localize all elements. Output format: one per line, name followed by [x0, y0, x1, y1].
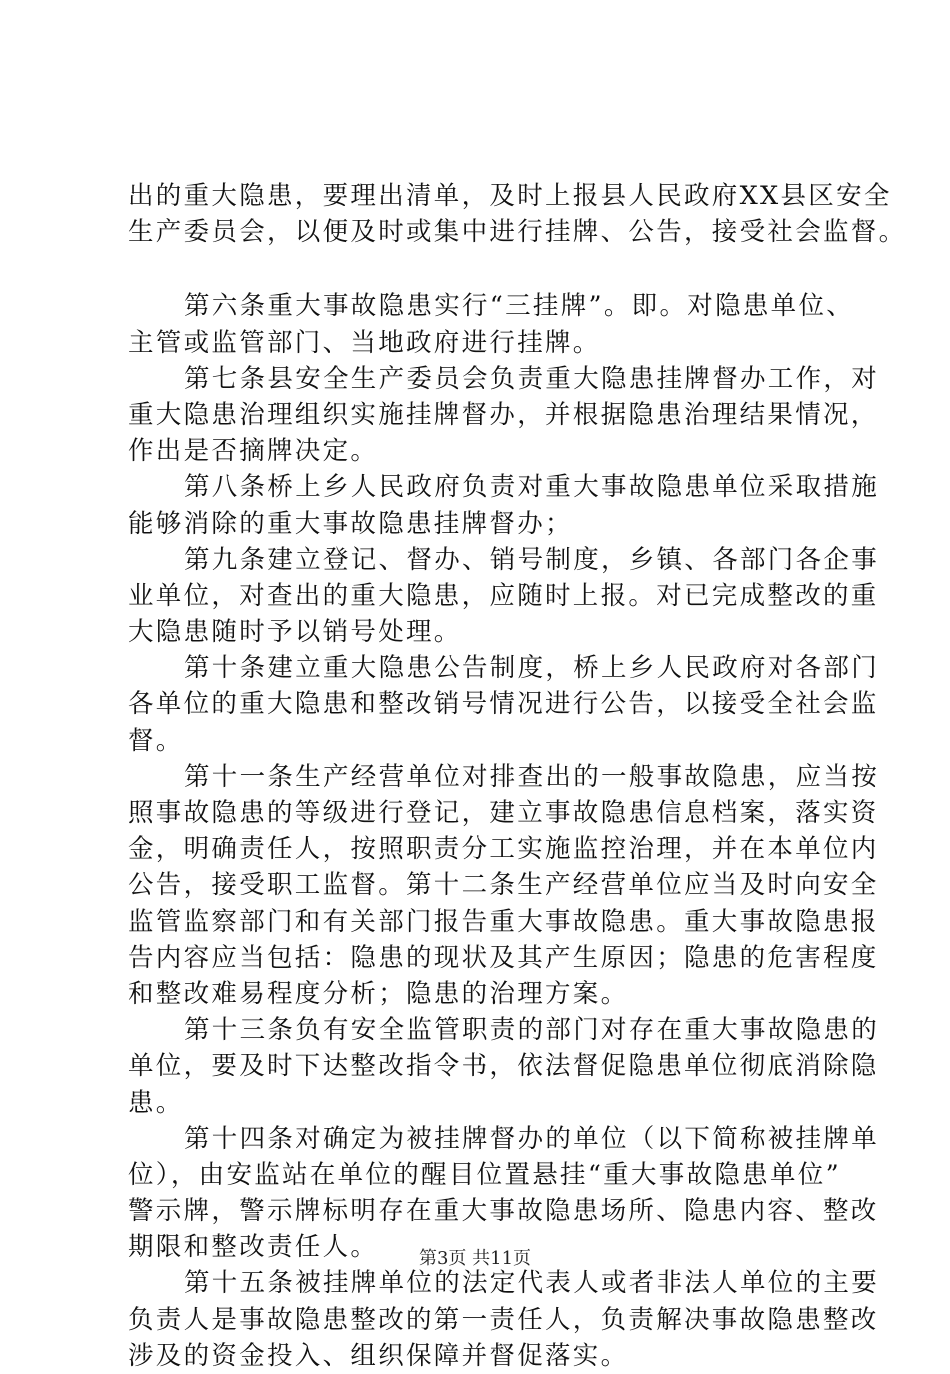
document-body — [128, 178, 907, 1374]
text-line: 作出是否摘牌决定。 — [128, 436, 379, 467]
article-15-line: 第十五条被挂牌单位的法定代表人或者非法人单位的主要 — [184, 1268, 880, 1299]
paragraph-gap — [128, 250, 848, 288]
article-13-line: 第十三条负有安全监管职责的部门对存在重大事故隐患的 — [184, 1015, 880, 1046]
text-line: 期限和整改责任人。 — [128, 1232, 379, 1263]
text-line: 督。 — [128, 725, 184, 756]
article-9-line: 第九条建立登记、督办、销号制度，乡镇、各部门各企事 — [184, 544, 880, 575]
text-line: 大隐患随时予以销号处理。 — [128, 617, 462, 648]
text-line: 能够消除的重大事故隐患挂牌督办； — [128, 508, 573, 539]
article-10-line: 第十条建立重大隐患公告制度，桥上乡人民政府对各部门 — [184, 653, 880, 684]
text-line: 各单位的重大隐患和整改销号情况进行公告，以接受全社会监 — [128, 689, 879, 720]
article-11-line: 第十一条生产经营单位对排查出的一般事故隐患，应当按 — [184, 761, 880, 792]
article-7-line: 第七条县安全生产委员会负责重大隐患挂牌督办工作，对 — [184, 363, 880, 394]
article-8-line: 第八条桥上乡人民政府负责对重大事故隐患单位采取措施 — [184, 472, 880, 503]
text-line: 金，明确责任人，按照职责分工实施监控治理，并在本单位内 — [128, 834, 879, 865]
article-14-line: 第十四条对确定为被挂牌督办的单位（以下简称被挂牌单 — [184, 1123, 880, 1154]
text-line: 涉及的资金投入、组织保障并督促落实。 — [128, 1340, 629, 1371]
text-line: 和整改难易程度分析；隐患的治理方案。 — [128, 978, 629, 1009]
text-line: 负责人是事故隐患整改的第一责任人，负责解决事故隐患整改 — [128, 1304, 879, 1335]
text-line: 监管监察部门和有关部门报告重大事故隐患。重大事故隐患报 — [128, 906, 879, 937]
text-line: 患。 — [128, 1087, 184, 1118]
text-line: 主管或监管部门、当地政府进行挂牌。 — [128, 327, 601, 358]
text-line: 出的重大隐患，要理出清单，及时上报县人民政府XX县区安全 — [128, 181, 892, 211]
article-6-line: 第六条重大事故隐患实行“三挂牌”。即。对隐患单位、 — [184, 291, 855, 322]
text-line: 生产委员会，以便及时或集中进行挂牌、公告，接受社会监督。 — [128, 217, 907, 248]
text-line: 警示牌，警示牌标明存在重大事故隐患场所、隐患内容、整改 — [128, 1196, 879, 1227]
text-line: 位），由安监站在单位的醒目位置悬挂“重大事故隐患单位” — [128, 1159, 841, 1190]
text-line: 告内容应当包括：隐患的现状及其产生原因；隐患的危害程度 — [128, 942, 879, 973]
text-line: 重大隐患治理组织实施挂牌督办，并根据隐患治理结果情况， — [128, 399, 879, 430]
text-line: 照事故隐患的等级进行登记，建立事故隐患信息档案，落实资 — [128, 798, 879, 828]
text-line: 单位，要及时下达整改指令书，依法督促隐患单位彻底消除隐 — [128, 1051, 879, 1082]
text-line: 公告，接受职工监督。第十二条生产经营单位应当及时向安全 — [128, 870, 879, 901]
page-number-footer: 第3页 共11页 — [418, 1248, 532, 1269]
text-line: 业单位，对查出的重大隐患，应随时上报。对已完成整改的重 — [128, 580, 879, 611]
